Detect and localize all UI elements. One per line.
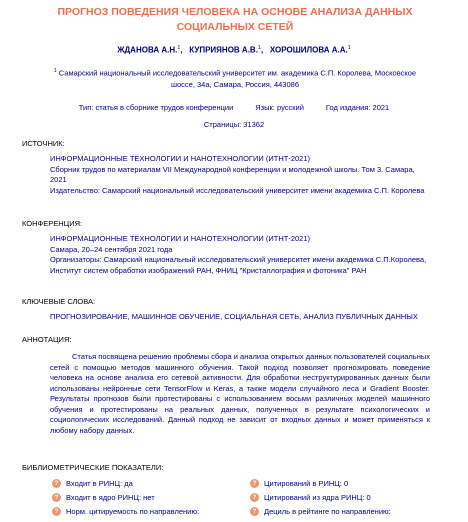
type-label: Тип:	[78, 103, 94, 112]
conference-organizers: Организаторы: Самарский национальный исследовательский университет имени академика С.П.Королева, Институт систем обработки изображений РАН, ФНИЦ "Кристаллография и фотоника" РАН	[50, 255, 427, 275]
author-affil-sup: 1	[257, 45, 261, 51]
language-label: Язык:	[255, 103, 275, 112]
source-heading: ИСТОЧНИК:	[22, 139, 65, 148]
type-value: статья в сборнике трудов конференции	[95, 103, 234, 112]
indicator-value: 0	[366, 493, 371, 502]
indicator-label: Входит в ядро РИНЦ:	[66, 493, 142, 502]
question-icon[interactable]: ?	[250, 493, 259, 502]
question-icon[interactable]: ?	[52, 493, 61, 502]
annotation-heading: АННОТАЦИЯ:	[22, 335, 72, 344]
source-description: Сборник трудов по материалам VII Международной конференции и молодежной школы. Том 3. Самара, 2021	[50, 164, 415, 184]
source-title-link[interactable]: ИНФОРМАЦИОННЫЕ ТЕХНОЛОГИИ И НАНОТЕХНОЛОГИИ (ИТНТ-2021)	[50, 154, 310, 163]
indicator-decile	[250, 507, 393, 516]
article-title: ПРОГНОЗ ПОВЕДЕНИЯ ЧЕЛОВЕКА НА ОСНОВЕ АНАЛИЗА ДАННЫХ СОЦИАЛЬНЫХ СЕТЕЙ	[57, 6, 413, 33]
indicator-rinc-citations	[250, 479, 348, 488]
indicator-label: Входит в РИНЦ:	[66, 479, 123, 488]
bibliometrics-heading: БИБЛИОМЕТРИЧЕСКИЕ ПОКАЗАТЕЛИ:	[22, 463, 164, 472]
author-name[interactable]: ЖДАНОВА А.Н.	[117, 45, 178, 55]
annotation-text: Статья посвящена решению проблемы сбора и анализа открытых данных пользователей социальных сетей с помощью методов машинного обучения. Такой подход позволяет прогнозировать поведение человека на основе анализа его сетевой активности. Для обработки неструктурированных данных были использованы нейронные сети TensorFlow и Keras, а также модели случайного леса и Gradient Booster. Результаты прогнозов были протестированы с использованием восьми различных моделей машинного обучения и протестированы на реальных данных, полученных в результате психологических и социологических исследований. Данный подход не зависит от входных данных и может применяться к любому набору данных.	[50, 352, 430, 435]
conference-heading: КОНФЕРЕНЦИЯ:	[22, 219, 83, 228]
indicator-label: Дециль в рейтинге по направлению:	[264, 507, 391, 516]
source-publisher: Издательство: Самарский национальный исследовательский университет имени академика С.П. Королева	[50, 185, 425, 195]
author-name[interactable]: КУПРИЯНОВ А.В.	[189, 45, 258, 55]
question-icon[interactable]: ?	[250, 507, 259, 516]
indicator-value: нет	[143, 493, 155, 502]
keywords-heading: КЛЮЧЕВЫЕ СЛОВА:	[22, 297, 96, 306]
pages-label: Страницы:	[203, 120, 242, 129]
indicator-value: 0	[343, 479, 349, 488]
indicator-in-rinc	[52, 479, 133, 488]
indicator-label: Цитирований в РИНЦ:	[264, 479, 342, 488]
affiliation-text[interactable]: Самарский национальный исследовательский университет им. академика С.П. Королева, Московское шоссе, 34а, Самара, Россия, 443086	[58, 68, 417, 89]
source-block	[50, 154, 430, 196]
conference-block	[50, 234, 430, 276]
keywords-list[interactable]: ПРОГНОЗИРОВАНИЕ, МАШИННОЕ ОБУЧЕНИЕ, СОЦИАЛЬНАЯ СЕТЬ, АНАЛИЗ ПУБЛИЧНЫХ ДАННЫХ	[50, 312, 418, 321]
author-affil-sup: 1	[347, 45, 351, 51]
pages-row	[0, 120, 468, 129]
indicator-label: Норм. цитируемость по направлению:	[66, 507, 200, 516]
indicator-norm-citation	[52, 507, 201, 516]
article-meta	[0, 103, 468, 112]
author-affil-sup: 1	[177, 45, 181, 51]
question-icon[interactable]: ?	[52, 507, 61, 516]
pages-value: 31362	[243, 120, 265, 129]
year-label: Год издания:	[325, 103, 371, 112]
indicator-core-citations	[250, 493, 371, 502]
language-value: русский	[277, 103, 304, 112]
conference-title-link[interactable]: ИНФОРМАЦИОННЫЕ ТЕХНОЛОГИИ И НАНОТЕХНОЛОГИИ (ИТНТ-2021)	[50, 234, 310, 243]
question-icon[interactable]: ?	[250, 479, 259, 488]
indicator-in-rinc-core	[52, 493, 155, 502]
year-value: 2021	[372, 103, 390, 112]
question-icon[interactable]: ?	[52, 479, 61, 488]
author-name[interactable]: ХОРОШИЛОВА А.А.	[269, 45, 348, 55]
affiliation	[45, 66, 425, 90]
conference-place-date: Самара, 20–24 сентября 2021 года	[50, 244, 173, 254]
indicator-label: Цитирований из ядра РИНЦ:	[264, 493, 365, 502]
indicator-value: да	[124, 479, 133, 488]
author-list: ЖДАНОВА А.Н.$^1$, КУПРИЯНОВ А.В.$^1$, ХОРОШИЛОВА А.А.$^1$	[117, 45, 351, 55]
affiliation-sup: 1	[53, 68, 57, 74]
